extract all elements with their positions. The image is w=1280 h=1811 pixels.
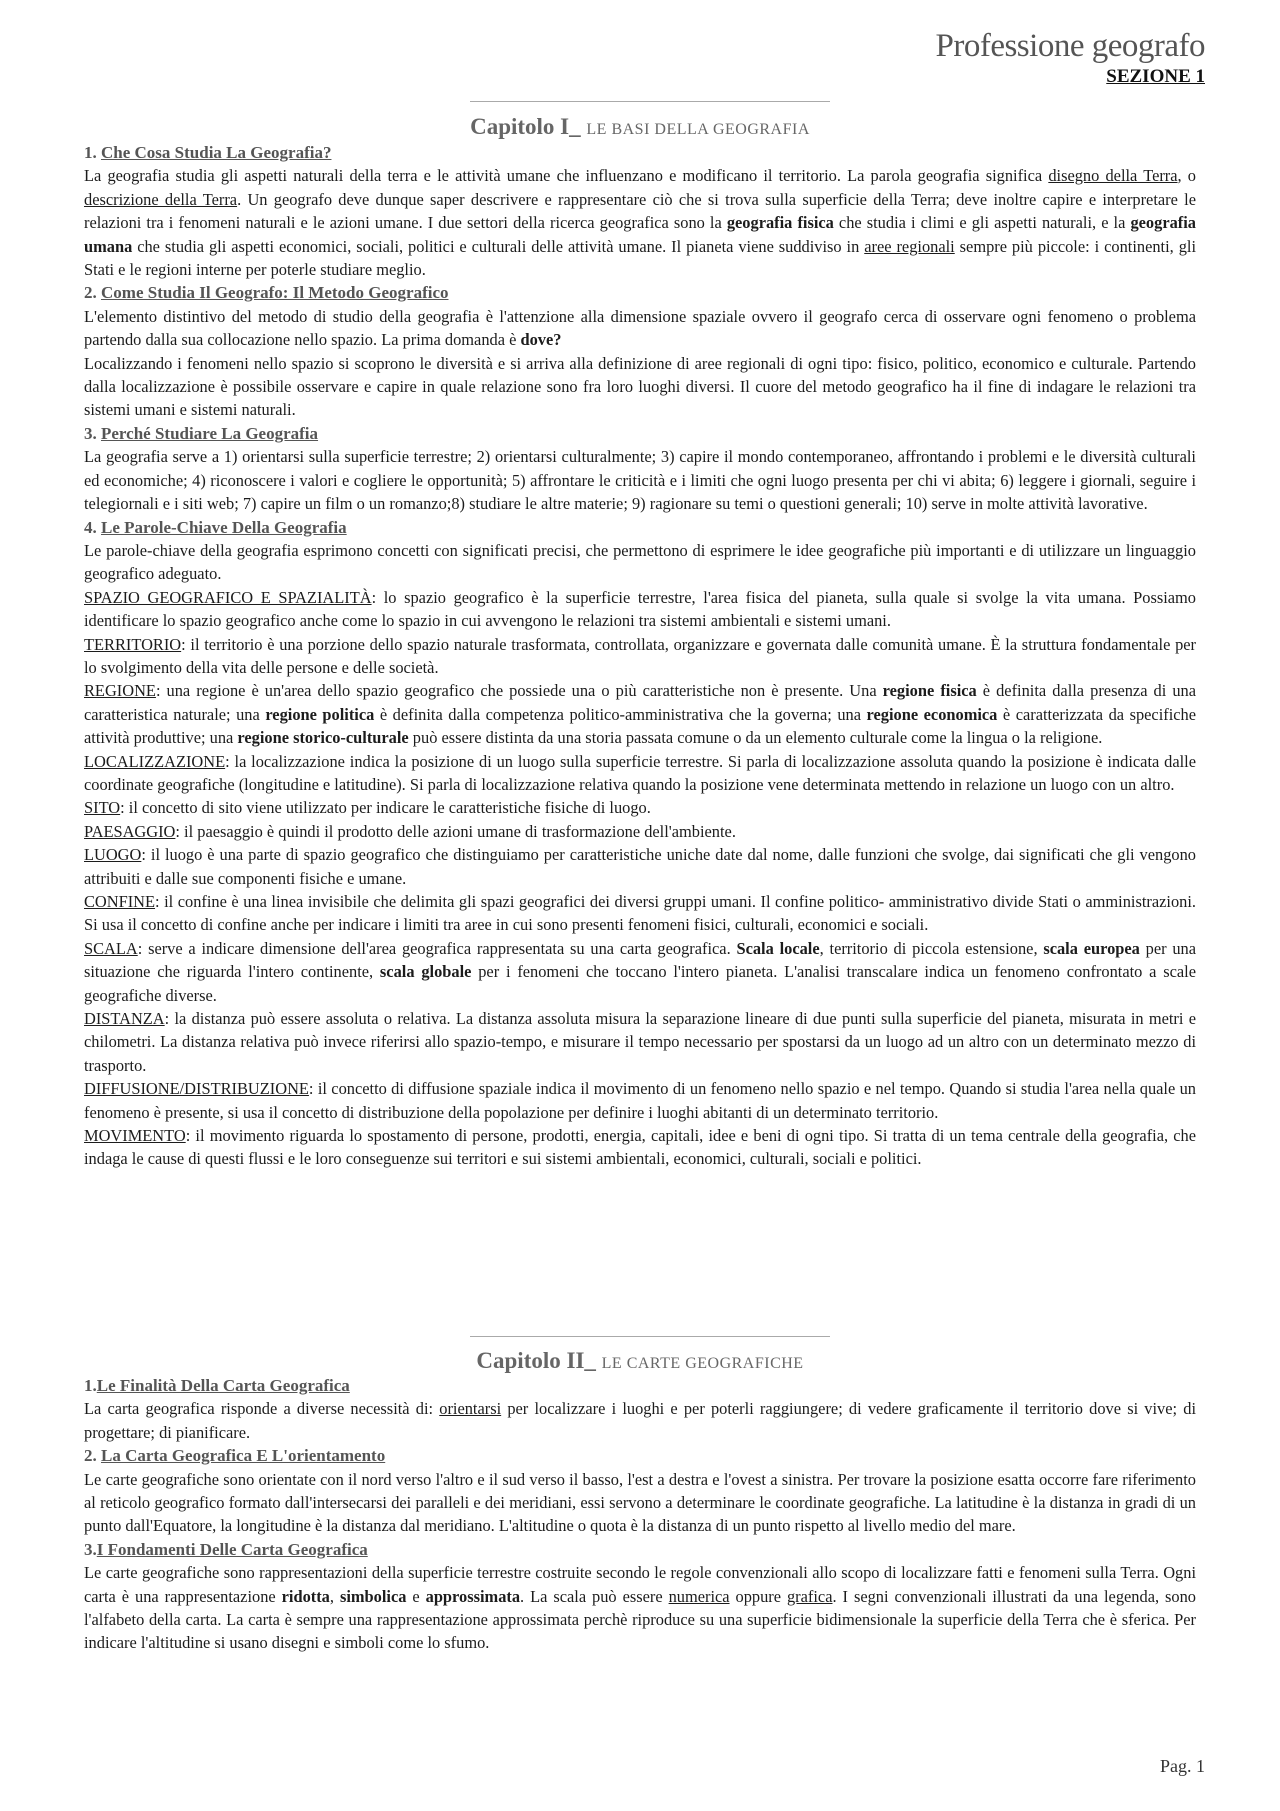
keyword-entry: LOCALIZZAZIONE: la localizzazione indica la posizione di un luogo sulla superficie terrestre. Si parla di localizzazione assoluta quando la posizione è indicata dalle coordinate geografiche (longitudine e latitudine). Si parla di localizzazione relativa quando la posizione vene determinata mettendo in relazione un luogo con un altro.: [84, 751, 1196, 794]
section-title: I Fondamenti Delle Carta Geografica: [96, 1539, 368, 1559]
section-number: 3.: [84, 1539, 97, 1559]
keyword-term: MOVIMENTO: [84, 1126, 186, 1146]
keyword-term: REGIONE: [84, 681, 156, 701]
keyword-entry: SITO: il concetto di sito viene utilizzato per indicare le caratteristiche fisiche di luogo.: [84, 798, 651, 818]
section-number: 4.: [84, 517, 97, 537]
keyword-term: SCALA: [84, 938, 138, 958]
section-number: 1.: [84, 143, 97, 162]
section-heading: [84, 1538, 1196, 1561]
keyword-term: DISTANZA: [84, 1009, 165, 1029]
keyword-entry: DIFFUSIONE/DISTRIBUZIONE: il concetto di diffusione spaziale indica il movimento di un fenomeno nello spazio e nel tempo. Quando si studia l'area nella quale un fenomeno è presente, si usa il concetto di distribuzione della popolazione per definire i luoghi abitanti di un determinato territorio.: [84, 1079, 1196, 1122]
chapter-title: Capitolo II_: [476, 1348, 596, 1373]
keyword-entry: TERRITORIO: il territorio è una porzione dello spazio naturale trasformata, controllata, organizzare e governata dalle comunità umane. È la struttura fondamentale per lo svolgimento della vita delle persone e delle società.: [84, 634, 1196, 677]
section-heading: [84, 281, 1196, 304]
chapter-2-heading: [0, 1348, 1280, 1374]
keyword-term: LUOGO: [84, 845, 142, 865]
section-number: 3.: [84, 423, 97, 443]
section-heading: [84, 422, 1196, 445]
keyword-entry: SPAZIO GEOGRAFICO E SPAZIALITÀ: lo spazio geografico è la superficie terrestre, l'area fisica del pianeta, sulla quale si svolge la vita umana. Possiamo identificare lo spazio geografico anche come lo spazio in cui avvengono le relazioni tra sistemi ambientali e sistemi umani.: [84, 587, 1196, 631]
chapter-subtitle: LE BASI DELLA GEOGRAFIA: [586, 121, 810, 138]
keyword-term: CONFINE: [84, 892, 156, 911]
keyword-entry: DISTANZA: la distanza può essere assoluta o relativa. La distanza assoluta misura la separazione lineare di due punti sulla superficie del pianeta, misurata in metri e chilometri. La distanza relativa può invece riferirsi allo spazio-tempo, e misurare il tempo necessario per spostarsi da un luogo ad un altro con un determinato mezzo di trasporto.: [84, 1009, 1196, 1075]
keyword-entry: SCALA: serve a indicare dimensione dell'area geografica rappresentata su una carta geografica. Scala locale, territorio di piccola estensione, scala europea per una situazione che riguarda l'intero continente, scala globale per i fenomeni che toccano l'intero pianeta. L'analisi transcalare indica un fenomeno confrontato a scale geografiche diverse.: [84, 938, 1197, 1005]
chapter-title: Capitolo I_: [470, 114, 581, 139]
section-title: Che Cosa Studia La Geografia?: [101, 143, 332, 162]
paragraph: La geografia studia gli aspetti naturali della terra e le attività umane che influenzano e modificano il territorio. La parola geografia significa disegno della Terra, o descrizione della Terra. Un geografo deve dunque saper descrivere e rappresentare ciò che si trova sulla superficie della Terra; deve inoltre capire e interpretare le relazioni tra i fenomeni naturali e le azioni umane. I due settori della ricerca geografica sono la geografia fisica che studia i climi e gli aspetti naturali, e la geografia umana che studia gli aspetti economici, sociali, politici e culturali delle attività umane. Il pianeta viene suddiviso in aree regionali sempre più piccole: i continenti, gli Stati e le regioni interne per poterle studiare meglio.: [84, 166, 1197, 280]
keyword-term: DIFFUSIONE/DISTRIBUZIONE: [84, 1079, 309, 1099]
section-number: 2.: [84, 1446, 97, 1466]
section-title: Le Parole-Chiave Della Geografia: [101, 517, 347, 537]
keyword-term: LOCALIZZAZIONE: [84, 751, 226, 771]
section-title: Le Finalità Della Carta Geografica: [96, 1376, 350, 1395]
paragraph: La carta geografica risponde a diverse necessità di: orientarsi per localizzare i luoghi e per poterli raggiungere; di vedere graficamente il territorio dove si vive; di progettare; di pianificare.: [84, 1399, 1197, 1442]
header-section: SEZIONE 1: [1106, 66, 1205, 87]
section-title: Perché Studiare La Geografia: [101, 423, 319, 443]
section-number: 1.: [84, 1376, 97, 1395]
keyword-term: TERRITORIO: [84, 634, 182, 654]
keyword-entry: LUOGO: il luogo è una parte di spazio geografico che distinguiamo per caratteristiche uniche date dal nome, dalle funzioni che svolge, dai significati che gli vengono attribuiti e dalle sue componenti fisiche e umane.: [84, 845, 1196, 888]
chapter-1-heading: [0, 114, 1280, 140]
paragraph: Le carte geografiche sono rappresentazioni della superficie terrestre costruite secondo le regole convenzionali allo scopo di localizzare fatti e fenomeni sulla Terra. Ogni carta è una rappresentazione ridotta, simbolica e approssimata. La scala può essere numerica oppure grafica. I segni convenzionali illustrati da una legenda, sono l'alfabeto della carta. La carta è sempre una rappresentazione approssimata perchè riproduce su una superficie bidimensionale la superficie della Terra che è sferica. Per indicare l'altitudine si usano disegni e simboli come lo sfumo.: [84, 1563, 1196, 1653]
keyword-entry: CONFINE: il confine è una linea invisibile che delimita gli spazi geografici dei diversi gruppi umani. Il confine politico- amministrativo divide Stati o amministrazioni. Si usa il concetto di confine anche per indicare i limiti tra aree in cui sono presenti fenomeni fisici, culturali, economici e sociali.: [84, 892, 1196, 935]
header-title: Professione geografo: [935, 28, 1205, 64]
paragraph: La geografia serve a 1) orientarsi sulla superficie terrestre; 2) orientarsi culturalmente; 3) capire il mondo contemporaneo, affrontando i problemi e le diversità culturali ed economiche; 4) riconoscere i valori e cogliere le opportunità; 5) affrontare le criticità e i limiti che ogni luogo presenta per chi vi abita; 6) leggere i giornali, seguire i telegiornali e i siti web; 7) capire un film o un romanzo;8) studiare le altre materie; 9) ragionare su temi o questioni generali; 10) serve in molte attività lavorative.: [84, 447, 1196, 514]
section-title: La Carta Geografica E L'orientamento: [101, 1446, 386, 1466]
chapter-1-content: [84, 141, 1196, 1171]
divider: [470, 1336, 830, 1337]
section-heading: [84, 516, 1196, 539]
page-number: Pag. 1: [1160, 1756, 1205, 1776]
keyword-term: PAESAGGIO: [84, 821, 176, 841]
section-number: 2.: [84, 283, 97, 303]
keyword-term: SPAZIO GEOGRAFICO E SPAZIALITÀ: [84, 587, 372, 607]
section-heading: [84, 141, 1196, 164]
paragraph: L'elemento distintivo del metodo di studio della geografia è l'attenzione alla dimensione spaziale ovvero il geografo cerca di osservare ogni fenomeno o problema partendo dalla sua collocazione nello spazio. La prima domanda è dove?: [84, 306, 1196, 350]
divider: [470, 101, 830, 102]
paragraph: Localizzando i fenomeni nello spazio si scoprono le diversità e si arriva alla definizione di aree regionali di ogni tipo: fisico, politico, economico e culturale. Partendo dalla localizzazione è possibile osservare e capire in quale relazione sono fra loro luoghi diversi. Il cuore del metodo geografico ha il fine di indagare le relazioni tra sistemi umani e sistemi naturali.: [84, 353, 1196, 420]
section-heading: [84, 1444, 1196, 1467]
paragraph: Le carte geografiche sono orientate con il nord verso l'altro e il sud verso il basso, l'est a destra e l'ovest a sinistra. Per trovare la posizione esatta occorre fare riferimento al reticolo geografico formato dall'intersecarsi dei paralleli e dei meridiani, essi servono a determinare le coordinate geografiche. La latitudine è la distanza in gradi di un punto dall'Equatore, la longitudine è la distanza dal meridiano. L'altitudine o quota è la distanza di un punto rispetto al livello medio del mare.: [84, 1469, 1196, 1536]
keyword-entry: PAESAGGIO: il paesaggio è quindi il prodotto delle azioni umane di trasformazione dell'ambiente.: [84, 821, 736, 841]
paragraph: Le parole-chiave della geografia esprimono concetti con significati precisi, che permettono di esprimere le idee geografiche più importanti e di utilizzare un linguaggio geografico adeguato.: [84, 540, 1196, 584]
section-title: Come Studia Il Geografo: Il Metodo Geografico: [101, 283, 449, 303]
chapter-subtitle: LE CARTE GEOGRAFICHE: [601, 1355, 804, 1372]
keyword-entry: MOVIMENTO: il movimento riguarda lo spostamento di persone, prodotti, energia, capitali, idee e beni di ogni tipo. Si tratta di un tema centrale della geografia, che indaga le cause di questi flussi e le loro conseguenze sui territori e sui sistemi ambientali, economici, culturali, sociali e politici.: [84, 1126, 1196, 1169]
keyword-term: SITO: [84, 798, 121, 818]
section-heading: [84, 1374, 1196, 1397]
keyword-entry: REGIONE: una regione è un'area dello spazio geografico che possiede una o più caratteristiche non è presente. Una regione fisica è definita dalla presenza di una caratteristica naturale; una regione politica è definita dalla competenza politico-amministrativa che la governa; una regione economica è caratterizzata da specifiche attività produttive; una regione storico-culturale può essere distinta da una storia passata comune o da un elemento culturale come la lingua o la religione.: [84, 681, 1197, 748]
chapter-2-content: [84, 1374, 1196, 1655]
